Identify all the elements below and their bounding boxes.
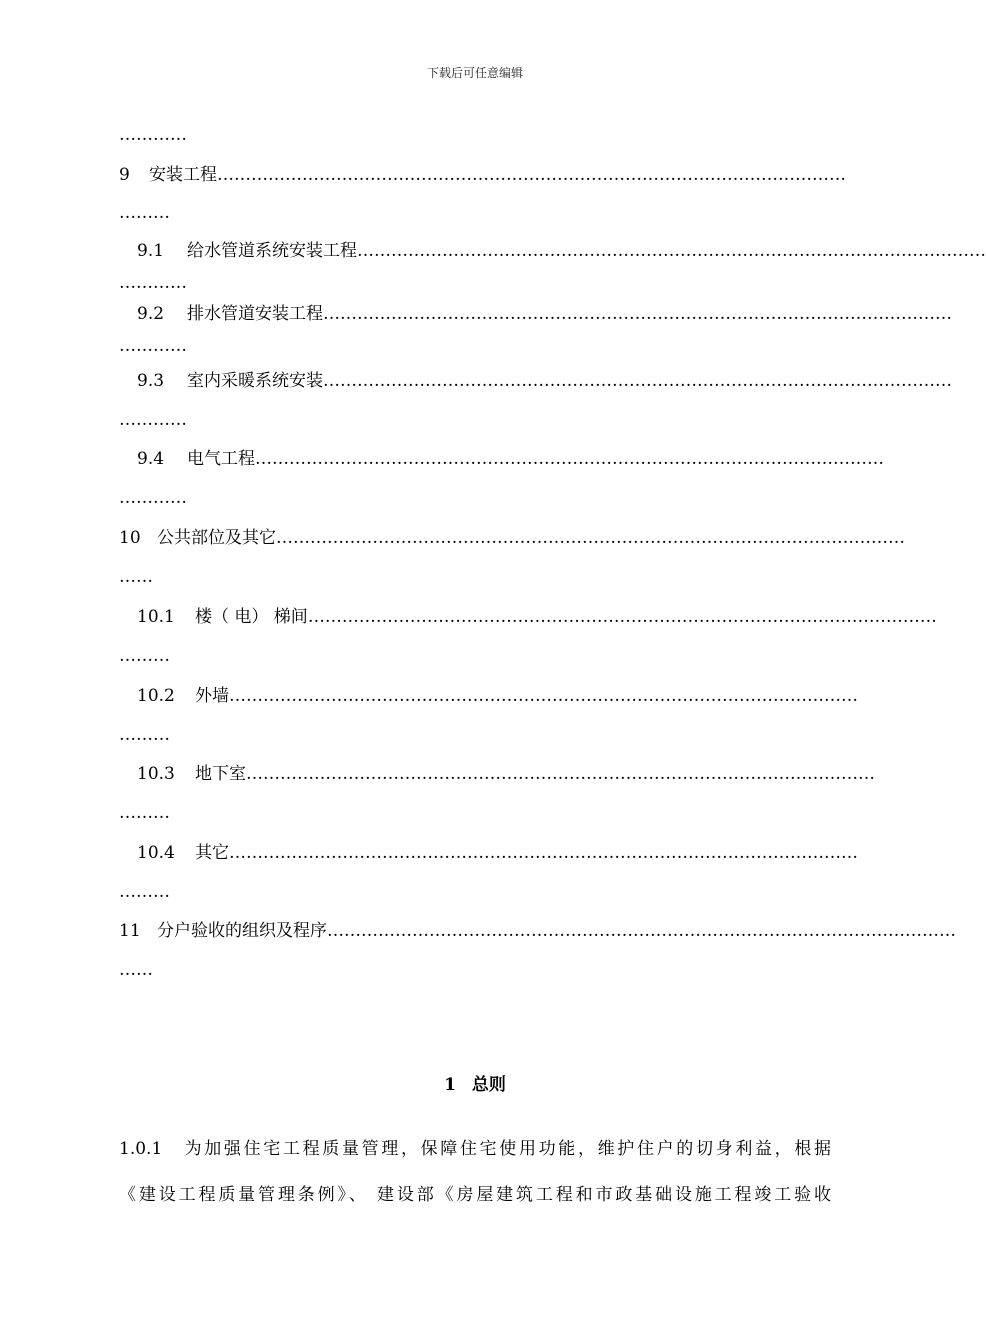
toc-entry-number: 9.3 (137, 371, 165, 391)
toc-entry-leader: ………………………………………………………………………………………………… (217, 165, 846, 185)
toc-entry-number: 9.2 (137, 304, 165, 324)
toc-entry[interactable] (119, 527, 905, 549)
section-heading (0, 1070, 950, 1095)
section-number: 1 (444, 1075, 456, 1095)
toc-entry-tail: …… (119, 567, 153, 587)
body-paragraph-line: 《建设工程质量管理条例》、 建设部《房屋建筑工程和市政基础设施工程竣工验收 (119, 1185, 831, 1205)
toc-entry-tail: ……… (119, 646, 170, 666)
toc-entry[interactable] (119, 240, 986, 262)
toc-entry-title: 楼（ 电） 梯间 (195, 607, 308, 627)
toc-entry-number: 10.1 (137, 607, 175, 627)
toc-entry[interactable] (119, 763, 875, 785)
toc-entry[interactable] (119, 370, 952, 392)
toc-entry-number: 9 (119, 165, 130, 185)
toc-entry-title: 公共部位及其它 (157, 528, 276, 548)
toc-entry-leader: ………………………………………………………………………………………………… (255, 449, 884, 469)
toc-entry-tail: ………… (119, 273, 187, 293)
toc-entry-leader: ………………………………………………………………………………………………… (323, 304, 952, 324)
toc-entry-leader: ………………………………………………………………………………………………… (327, 921, 956, 941)
toc-entry-tail: ……… (119, 882, 170, 902)
toc-entry-tail: ………… (119, 336, 187, 356)
toc-entry-title: 地下室 (195, 764, 246, 784)
toc-entry-tail: ………… (119, 410, 187, 430)
toc-entry-leader: ………………………………………………………………………………………………… (229, 843, 858, 863)
toc-entry-tail: ………… (119, 488, 187, 508)
toc-entry-number: 10.2 (137, 686, 175, 706)
toc-entry-title: 其它 (195, 843, 229, 863)
toc-entry-number: 10 (119, 528, 141, 548)
toc-entry-tail: ……… (119, 203, 170, 223)
toc-entry-title: 分户验收的组织及程序 (157, 921, 327, 941)
toc-entry-number: 9.4 (137, 449, 165, 469)
toc-entry-leader: ………………………………………………………………………………………………… (229, 686, 858, 706)
toc-entry-leader: ………………………………………………………………………………………………… (246, 764, 875, 784)
toc-entry-title: 电气工程 (187, 449, 255, 469)
toc-entry-title: 给水管道系统安装工程 (187, 241, 357, 261)
toc-entry[interactable] (119, 164, 846, 186)
toc-entry[interactable] (119, 685, 858, 707)
toc-entry-number: 10.3 (137, 764, 175, 784)
toc-entry-tail: ……… (119, 803, 170, 823)
toc-entry-leader: ………………………………………………………………………………………………… (276, 528, 905, 548)
section-title: 总则 (471, 1075, 506, 1095)
toc-entry-title: 外墙 (195, 686, 229, 706)
page-header: 下载后可任意编辑 (426, 66, 523, 80)
toc-entry-title: 室内采暖系统安装 (187, 371, 323, 391)
toc-entry-leader: ………………………………………………………………………………………………… (357, 241, 986, 261)
toc-entry-tail: ……… (119, 725, 170, 745)
toc-entry-title: 排水管道安装工程 (187, 304, 323, 324)
body-paragraph-line: 1.0.1 为加强住宅工程质量管理，保障住宅使用功能，维护住户的切身利益，根据 (119, 1139, 831, 1159)
toc-leading-dots: ………… (119, 125, 187, 145)
toc-entry-tail: …… (119, 960, 153, 980)
toc-entry[interactable] (119, 303, 952, 325)
toc-entry-leader: ………………………………………………………………………………………………… (307, 607, 937, 627)
toc-entry[interactable] (119, 606, 937, 628)
toc-entry-leader: ………………………………………………………………………………………………… (323, 371, 952, 391)
toc-entry-number: 9.1 (137, 241, 165, 261)
toc-entry-title: 安装工程 (149, 165, 217, 185)
toc-entry[interactable] (119, 448, 884, 470)
toc-entry-number: 11 (119, 921, 141, 941)
toc-entry-number: 10.4 (137, 843, 175, 863)
toc-entry[interactable] (119, 842, 858, 864)
toc-entry[interactable] (119, 920, 956, 942)
